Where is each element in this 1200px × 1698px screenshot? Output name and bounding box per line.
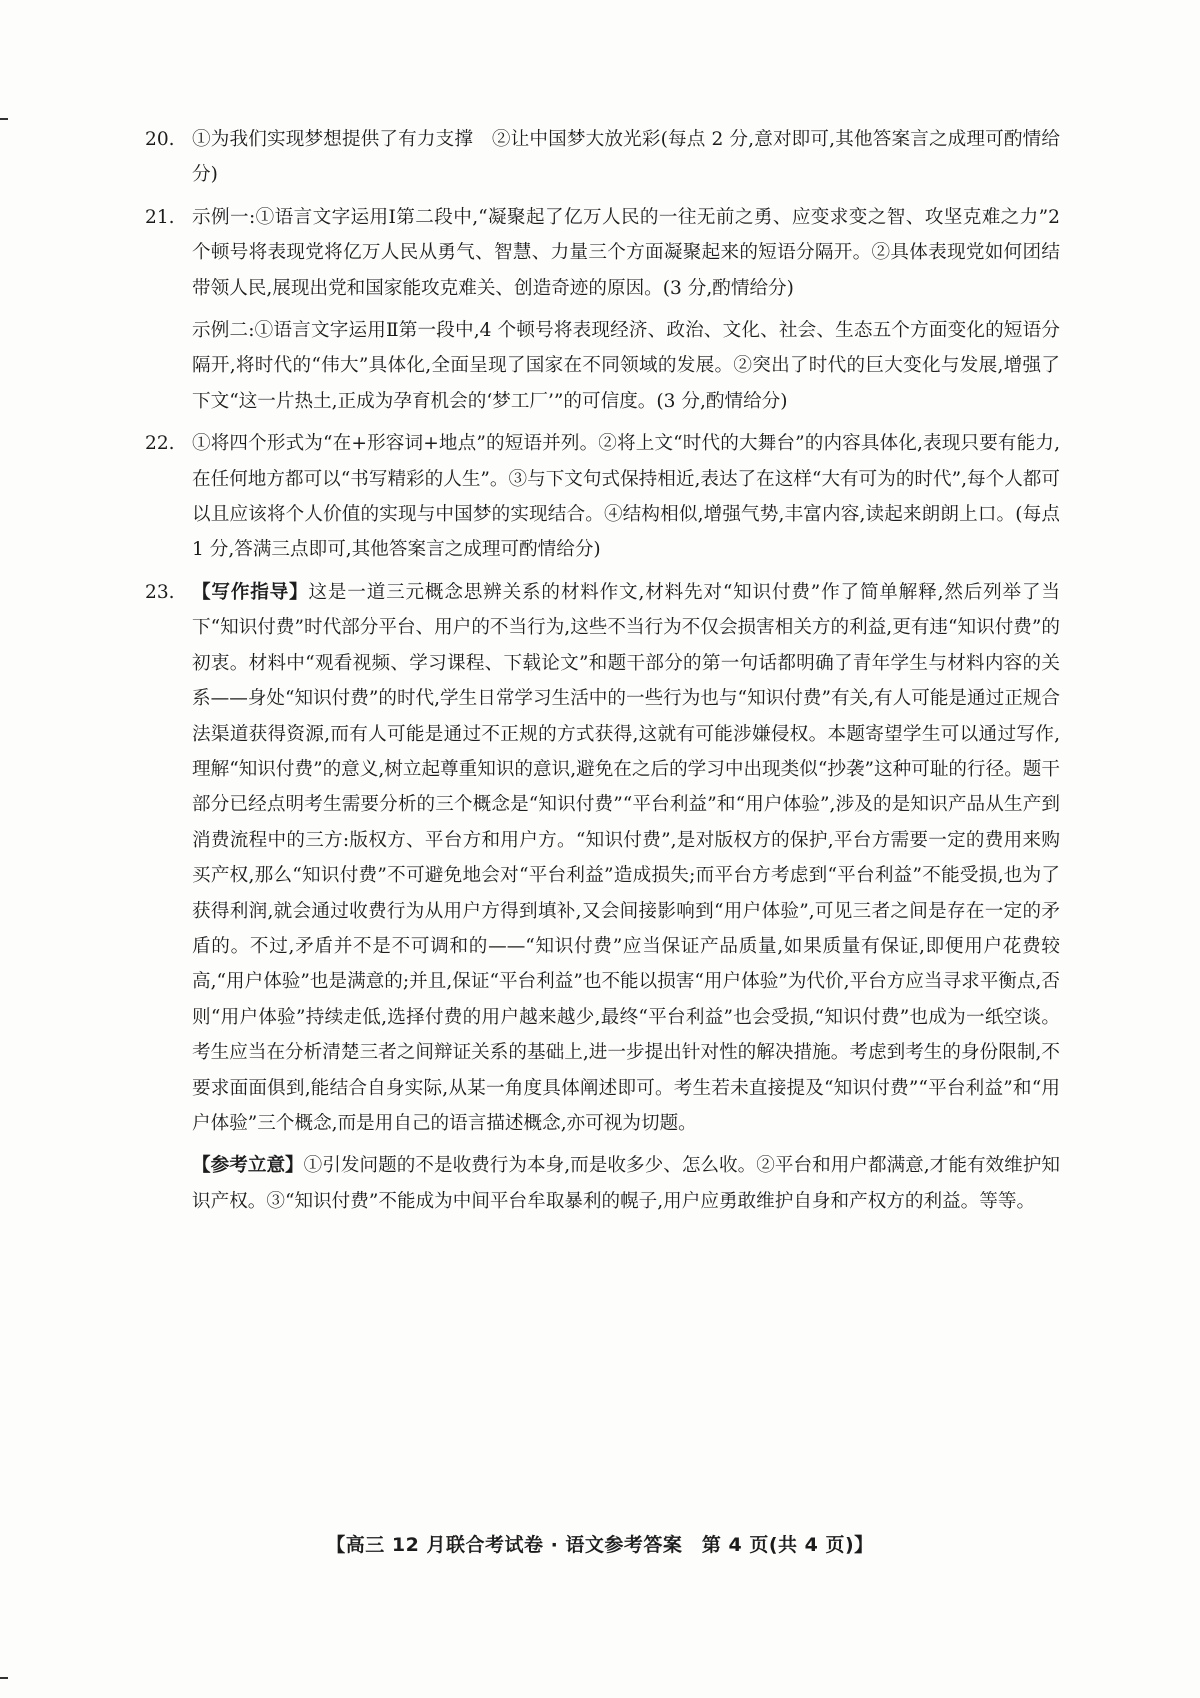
reference-idea-tag: 【参考立意】 xyxy=(192,1155,304,1177)
answer-text: ①将四个形式为“在+形容词+地点”的短语并列。②将上文“时代的大舞台”的内容具体化,表现只要有能力,在任何地方都可以“书写精彩的人生”。③与下文句式保持相近,表达了在这样“大有可为的时代”,每个人都可以且应该将个人价值的实现与中国梦的实现结合。④结构相似,增强气势,丰富内容,读起来朗朗上口。(每点 1 分,答满三点即可,其他答案言之成理可酌情给分) xyxy=(192,433,1060,561)
answer-text: ①为我们实现梦想提供了有力支撑 ②让中国梦大放光彩(每点 2 分,意对即可,其他答案言之成理可酌情给分) xyxy=(192,129,1060,186)
writing-guide xyxy=(192,575,1060,1142)
answer-22 xyxy=(145,426,1060,568)
question-number: 21. xyxy=(145,206,175,228)
reference-idea xyxy=(192,1148,1060,1219)
writing-guide-text: 这是一道三元概念思辨关系的材料作文,材料先对“知识付费”作了简单解释,然后列举了当下“知识付费”时代部分平台、用户的不当行为,这些不当行为不仅会损害相关方的利益,更有违“知识付费”的初衷。材料中“观看视频、学习课程、下载论文”和题干部分的第一句话都明确了青年学生与材料内容的关系——身处“知识付费”的时代,学生日常学习生活中的一些行为也与“知识付费”有关,有人可能是通过正规合法渠道获得资源,而有人可能是通过不正规的方式获得,这就有可能涉嫌侵权。本题寄望学生可以通过写作,理解“知识付费”的意义,树立起尊重知识的意识,避免在之后的学习中出现类似“抄袭”这种可耻的行径。题干部分已经点明考生需要分析的三个概念是“知识付费”“平台利益”和“用户体验”,涉及的是知识产品从生产到消费流程中的三方:版权方、平台方和用户方。“知识付费”,是对版权方的保护,平台方需要一定的费用来购买产权,那么“知识付费”不可避免地会对“平台利益”造成损失;而平台方考虑到“平台利益”不能受损,也为了获得利润,就会通过收费行为从用户方得到填补,又会间接影响到“用户体验”,可见三者之间是存在一定的矛盾的。不过,矛盾并不是不可调和的——“知识付费”应当保证产品质量,如果质量有保证,即便用户花费较高,“用户体验”也是满意的;并且,保证“平台利益”也不能以损害“用户体验”为代价,平台方应当寻求平衡点,否则“用户体验”持续走低,选择付费的用户越来越少,最终“平台利益”也会受损,“知识付费”也成为一纸空谈。考生应当在分析清楚三者之间辩证关系的基础上,进一步提出针对性的解决措施。考虑到考生的身份限制,不要求面面俱到,能结合自身实际,从某一角度具体阐述即可。考生若未直接提及“知识付费”“平台利益”和“用户体验”三个概念,而是用自己的语言描述概念,亦可视为切题。 xyxy=(192,581,1060,1134)
answer-content xyxy=(145,122,1060,1226)
answer-21 xyxy=(145,200,1060,419)
question-number: 23. xyxy=(145,581,175,603)
answer-20 xyxy=(145,122,1060,193)
answer-example-1: 示例一:①语言文字运用Ⅰ第二段中,“凝聚起了亿万人民的一往无前之勇、应变求变之智、攻坚克难之力”2个顿号将表现党将亿万人民从勇气、智慧、力量三个方面凝聚起来的短语分隔开。②具体表现党如何团结带领人民,展现出党和国家能攻克难关、创造奇迹的原因。(3 分,酌情给分) xyxy=(192,206,1060,299)
question-number: 22. xyxy=(145,433,175,455)
margin-mark-top xyxy=(0,118,8,120)
writing-guide-tag: 【写作指导】 xyxy=(192,581,309,603)
answer-23 xyxy=(145,575,1060,1219)
question-number: 20. xyxy=(145,129,175,150)
margin-mark-bottom xyxy=(0,1677,8,1679)
answer-example-2: 示例二:①语言文字运用Ⅱ第一段中,4 个顿号将表现经济、政治、文化、社会、生态五个方面变化的短语分隔开,将时代的“伟大”具体化,全面呈现了国家在不同领域的发展。②突出了时代的巨大变化与发展,增强了下文“这一片热土,正成为孕育机会的‘梦工厂’”的可信度。(3 分,酌情给分) xyxy=(192,320,1060,412)
reference-idea-text: ①引发问题的不是收费行为本身,而是收多少、怎么收。②平台和用户都满意,才能有效维护知识产权。③“知识付费”不能成为中间平台牟取暴利的幌子,用户应勇敢维护自身和产权方的利益。等等。 xyxy=(192,1155,1060,1212)
page-footer: 【高三 12 月联合考试卷 · 语文参考答案 第 4 页(共 4 页)】 xyxy=(326,1534,874,1556)
